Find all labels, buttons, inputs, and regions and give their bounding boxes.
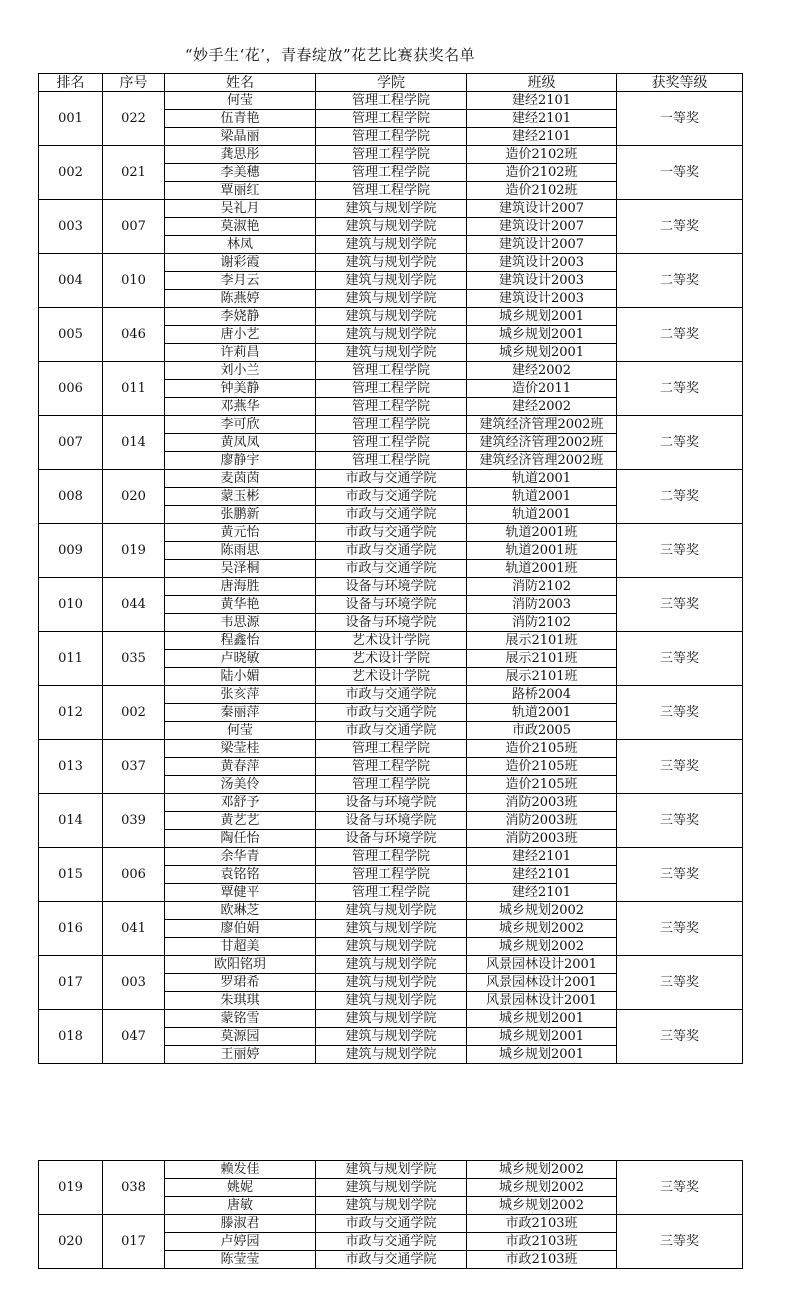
seq-cell: 035 — [103, 632, 165, 686]
college-cell: 艺术设计学院 — [316, 668, 467, 686]
award-cell: 三等奖 — [617, 1215, 743, 1269]
name-cell: 陈燕婷 — [165, 290, 316, 308]
rank-cell: 009 — [39, 524, 103, 578]
rank-cell: 020 — [39, 1215, 103, 1269]
college-cell: 建筑与规划学院 — [316, 308, 467, 326]
college-cell: 市政与交通学院 — [316, 1233, 467, 1251]
college-cell: 设备与环境学院 — [316, 596, 467, 614]
college-cell: 艺术设计学院 — [316, 632, 467, 650]
college-cell: 市政与交通学院 — [316, 686, 467, 704]
college-cell: 管理工程学院 — [316, 362, 467, 380]
name-cell: 黄元怡 — [165, 524, 316, 542]
college-cell: 市政与交通学院 — [316, 524, 467, 542]
award-cell: 二等奖 — [617, 200, 743, 254]
name-cell: 梁莹桂 — [165, 740, 316, 758]
class-cell: 展示2101班 — [467, 668, 617, 686]
name-cell: 黄华艳 — [165, 596, 316, 614]
award-table-body — [39, 92, 743, 1064]
name-cell: 滕淑君 — [165, 1215, 316, 1233]
award-cell: 三等奖 — [617, 1161, 743, 1215]
rank-cell: 001 — [39, 92, 103, 146]
seq-cell: 002 — [103, 686, 165, 740]
college-cell: 设备与环境学院 — [316, 812, 467, 830]
college-cell: 管理工程学院 — [316, 776, 467, 794]
name-cell: 欧琳芝 — [165, 902, 316, 920]
rank-cell: 015 — [39, 848, 103, 902]
college-cell: 管理工程学院 — [316, 884, 467, 902]
table-row — [39, 416, 743, 434]
seq-cell: 037 — [103, 740, 165, 794]
name-cell: 蒙玉彬 — [165, 488, 316, 506]
class-cell: 轨道2001 — [467, 506, 617, 524]
table-row — [39, 308, 743, 326]
award-cell: 三等奖 — [617, 524, 743, 578]
class-cell: 建经2002 — [467, 398, 617, 416]
college-cell: 管理工程学院 — [316, 740, 467, 758]
page-title: “妙手生‘花’，青春绽放”花艺比赛获奖名单 — [184, 46, 476, 64]
college-cell: 管理工程学院 — [316, 164, 467, 182]
name-cell: 余华青 — [165, 848, 316, 866]
table-row — [39, 740, 743, 758]
table-row — [39, 92, 743, 110]
table-row — [39, 1161, 743, 1179]
seq-cell: 007 — [103, 200, 165, 254]
college-cell: 建筑与规划学院 — [316, 200, 467, 218]
table-row — [39, 362, 743, 380]
college-cell: 建筑与规划学院 — [316, 974, 467, 992]
college-cell: 建筑与规划学院 — [316, 1046, 467, 1064]
seq-cell: 003 — [103, 956, 165, 1010]
name-cell: 龚思彤 — [165, 146, 316, 164]
seq-cell: 021 — [103, 146, 165, 200]
college-cell: 市政与交通学院 — [316, 506, 467, 524]
college-cell: 建筑与规划学院 — [316, 956, 467, 974]
table-row — [39, 1215, 743, 1233]
award-cell: 二等奖 — [617, 254, 743, 308]
name-cell: 邓舒予 — [165, 794, 316, 812]
college-cell: 管理工程学院 — [316, 380, 467, 398]
header-award: 获奖等级 — [617, 74, 743, 92]
class-cell: 市政2005 — [467, 722, 617, 740]
class-cell: 建经2101 — [467, 110, 617, 128]
table-row — [39, 254, 743, 272]
name-cell: 黄凤凤 — [165, 434, 316, 452]
name-cell: 陈雨思 — [165, 542, 316, 560]
table-row — [39, 848, 743, 866]
rank-cell: 013 — [39, 740, 103, 794]
class-cell: 建筑设计2003 — [467, 254, 617, 272]
class-cell: 城乡规划2002 — [467, 1179, 617, 1197]
name-cell: 廖伯娟 — [165, 920, 316, 938]
award-cell: 三等奖 — [617, 1010, 743, 1064]
header-college: 学院 — [316, 74, 467, 92]
rank-cell: 017 — [39, 956, 103, 1010]
class-cell: 城乡规划2002 — [467, 938, 617, 956]
college-cell: 建筑与规划学院 — [316, 1161, 467, 1179]
name-cell: 张亥萍 — [165, 686, 316, 704]
name-cell: 钟美静 — [165, 380, 316, 398]
class-cell: 轨道2001 — [467, 470, 617, 488]
class-cell: 造价2105班 — [467, 758, 617, 776]
college-cell: 管理工程学院 — [316, 434, 467, 452]
college-cell: 艺术设计学院 — [316, 650, 467, 668]
college-cell: 管理工程学院 — [316, 848, 467, 866]
college-cell: 建筑与规划学院 — [316, 938, 467, 956]
college-cell: 市政与交通学院 — [316, 704, 467, 722]
college-cell: 市政与交通学院 — [316, 560, 467, 578]
table-row — [39, 632, 743, 650]
rank-cell: 008 — [39, 470, 103, 524]
name-cell: 李可欣 — [165, 416, 316, 434]
award-cell: 二等奖 — [617, 416, 743, 470]
college-cell: 建筑与规划学院 — [316, 1010, 467, 1028]
class-cell: 城乡规划2001 — [467, 326, 617, 344]
class-cell: 造价2102班 — [467, 164, 617, 182]
rank-cell: 016 — [39, 902, 103, 956]
class-cell: 建筑经济管理2002班 — [467, 434, 617, 452]
table-row — [39, 200, 743, 218]
name-cell: 罗珺希 — [165, 974, 316, 992]
award-table-continued-body — [39, 1161, 743, 1269]
college-cell: 管理工程学院 — [316, 92, 467, 110]
name-cell: 伍青艳 — [165, 110, 316, 128]
class-cell: 城乡规划2002 — [467, 920, 617, 938]
class-cell: 展示2101班 — [467, 632, 617, 650]
award-cell: 三等奖 — [617, 632, 743, 686]
class-cell: 建经2101 — [467, 848, 617, 866]
name-cell: 刘小兰 — [165, 362, 316, 380]
name-cell: 袁铭铭 — [165, 866, 316, 884]
name-cell: 姚妮 — [165, 1179, 316, 1197]
class-cell: 消防2003班 — [467, 830, 617, 848]
class-cell: 轨道2001班 — [467, 524, 617, 542]
name-cell: 甘超美 — [165, 938, 316, 956]
table-row — [39, 146, 743, 164]
name-cell: 秦丽萍 — [165, 704, 316, 722]
award-cell: 二等奖 — [617, 362, 743, 416]
college-cell: 管理工程学院 — [316, 866, 467, 884]
name-cell: 邓燕华 — [165, 398, 316, 416]
class-cell: 造价2102班 — [467, 182, 617, 200]
college-cell: 市政与交通学院 — [316, 1215, 467, 1233]
class-cell: 城乡规划2001 — [467, 1028, 617, 1046]
name-cell: 朱琪琪 — [165, 992, 316, 1010]
class-cell: 消防2003班 — [467, 812, 617, 830]
seq-cell: 006 — [103, 848, 165, 902]
class-cell: 消防2003 — [467, 596, 617, 614]
class-cell: 建筑设计2007 — [467, 218, 617, 236]
name-cell: 陆小媚 — [165, 668, 316, 686]
name-cell: 林凤 — [165, 236, 316, 254]
class-cell: 轨道2001班 — [467, 542, 617, 560]
rank-cell: 018 — [39, 1010, 103, 1064]
college-cell: 设备与环境学院 — [316, 614, 467, 632]
rank-cell: 012 — [39, 686, 103, 740]
rank-cell: 005 — [39, 308, 103, 362]
name-cell: 廖静宇 — [165, 452, 316, 470]
class-cell: 展示2101班 — [467, 650, 617, 668]
college-cell: 建筑与规划学院 — [316, 1179, 467, 1197]
college-cell: 建筑与规划学院 — [316, 254, 467, 272]
college-cell: 管理工程学院 — [316, 758, 467, 776]
header-class: 班级 — [467, 74, 617, 92]
rank-cell: 007 — [39, 416, 103, 470]
header-name: 姓名 — [165, 74, 316, 92]
rank-cell: 019 — [39, 1161, 103, 1215]
college-cell: 建筑与规划学院 — [316, 344, 467, 362]
college-cell: 市政与交通学院 — [316, 470, 467, 488]
name-cell: 欧阳铭玥 — [165, 956, 316, 974]
name-cell: 黄艺艺 — [165, 812, 316, 830]
name-cell: 唐敏 — [165, 1197, 316, 1215]
college-cell: 设备与环境学院 — [316, 830, 467, 848]
name-cell: 覃健平 — [165, 884, 316, 902]
seq-cell: 020 — [103, 470, 165, 524]
class-cell: 城乡规划2002 — [467, 1161, 617, 1179]
class-cell: 建筑设计2003 — [467, 272, 617, 290]
class-cell: 建筑设计2007 — [467, 200, 617, 218]
name-cell: 张鹏新 — [165, 506, 316, 524]
name-cell: 覃丽红 — [165, 182, 316, 200]
college-cell: 管理工程学院 — [316, 416, 467, 434]
header-rank: 排名 — [39, 74, 103, 92]
award-cell: 三等奖 — [617, 578, 743, 632]
college-cell: 管理工程学院 — [316, 146, 467, 164]
table-row — [39, 578, 743, 596]
college-cell: 建筑与规划学院 — [316, 920, 467, 938]
class-cell: 建经2101 — [467, 128, 617, 146]
college-cell: 建筑与规划学院 — [316, 992, 467, 1010]
name-cell: 吴礼月 — [165, 200, 316, 218]
class-cell: 市政2103班 — [467, 1215, 617, 1233]
class-cell: 建经2101 — [467, 884, 617, 902]
name-cell: 何莹 — [165, 92, 316, 110]
seq-cell: 041 — [103, 902, 165, 956]
college-cell: 市政与交通学院 — [316, 542, 467, 560]
name-cell: 吴泽桐 — [165, 560, 316, 578]
class-cell: 建筑设计2003 — [467, 290, 617, 308]
name-cell: 许莉昌 — [165, 344, 316, 362]
class-cell: 轨道2001 — [467, 704, 617, 722]
seq-cell: 047 — [103, 1010, 165, 1064]
college-cell: 市政与交通学院 — [316, 722, 467, 740]
name-cell: 谢彩霞 — [165, 254, 316, 272]
table-row — [39, 470, 743, 488]
seq-cell: 038 — [103, 1161, 165, 1215]
class-cell: 消防2102 — [467, 614, 617, 632]
class-cell: 建筑经济管理2002班 — [467, 452, 617, 470]
header-seq: 序号 — [103, 74, 165, 92]
class-cell: 建经2101 — [467, 866, 617, 884]
college-cell: 管理工程学院 — [316, 110, 467, 128]
award-cell: 三等奖 — [617, 848, 743, 902]
award-cell: 三等奖 — [617, 686, 743, 740]
college-cell: 管理工程学院 — [316, 452, 467, 470]
rank-cell: 011 — [39, 632, 103, 686]
rank-cell: 014 — [39, 794, 103, 848]
name-cell: 唐海胜 — [165, 578, 316, 596]
college-cell: 设备与环境学院 — [316, 794, 467, 812]
seq-cell: 014 — [103, 416, 165, 470]
class-cell: 轨道2001 — [467, 488, 617, 506]
table-row — [39, 956, 743, 974]
rank-cell: 002 — [39, 146, 103, 200]
name-cell: 莫源园 — [165, 1028, 316, 1046]
seq-cell: 011 — [103, 362, 165, 416]
award-cell: 二等奖 — [617, 308, 743, 362]
class-cell: 城乡规划2001 — [467, 1010, 617, 1028]
college-cell: 建筑与规划学院 — [316, 326, 467, 344]
award-cell: 三等奖 — [617, 740, 743, 794]
table-header-row — [39, 74, 743, 92]
class-cell: 市政2103班 — [467, 1233, 617, 1251]
college-cell: 市政与交通学院 — [316, 1251, 467, 1269]
class-cell: 市政2103班 — [467, 1251, 617, 1269]
name-cell: 李娆静 — [165, 308, 316, 326]
name-cell: 赖发佳 — [165, 1161, 316, 1179]
table-row — [39, 1010, 743, 1028]
table-row — [39, 902, 743, 920]
seq-cell: 010 — [103, 254, 165, 308]
name-cell: 汤美伶 — [165, 776, 316, 794]
class-cell: 城乡规划2001 — [467, 1046, 617, 1064]
class-cell: 建筑设计2007 — [467, 236, 617, 254]
college-cell: 建筑与规划学院 — [316, 902, 467, 920]
rank-cell: 003 — [39, 200, 103, 254]
name-cell: 梁晶丽 — [165, 128, 316, 146]
college-cell: 建筑与规划学院 — [316, 218, 467, 236]
class-cell: 轨道2001班 — [467, 560, 617, 578]
name-cell: 李月云 — [165, 272, 316, 290]
name-cell: 程鑫怡 — [165, 632, 316, 650]
class-cell: 建经2002 — [467, 362, 617, 380]
name-cell: 唐小艺 — [165, 326, 316, 344]
name-cell: 陶任怡 — [165, 830, 316, 848]
college-cell: 管理工程学院 — [316, 398, 467, 416]
name-cell: 黄春萍 — [165, 758, 316, 776]
name-cell: 陈莹莹 — [165, 1251, 316, 1269]
rank-cell: 010 — [39, 578, 103, 632]
award-cell: 三等奖 — [617, 956, 743, 1010]
class-cell: 城乡规划2001 — [467, 344, 617, 362]
seq-cell: 019 — [103, 524, 165, 578]
class-cell: 消防2102 — [467, 578, 617, 596]
name-cell: 卢婷园 — [165, 1233, 316, 1251]
class-cell: 风景园林设计2001 — [467, 992, 617, 1010]
class-cell: 造价2102班 — [467, 146, 617, 164]
rank-cell: 006 — [39, 362, 103, 416]
class-cell: 建筑经济管理2002班 — [467, 416, 617, 434]
table-row — [39, 524, 743, 542]
award-cell: 二等奖 — [617, 470, 743, 524]
class-cell: 城乡规划2001 — [467, 308, 617, 326]
college-cell: 建筑与规划学院 — [316, 236, 467, 254]
name-cell: 卢晓敏 — [165, 650, 316, 668]
class-cell: 城乡规划2002 — [467, 902, 617, 920]
college-cell: 管理工程学院 — [316, 182, 467, 200]
name-cell: 韦思源 — [165, 614, 316, 632]
name-cell: 李美穗 — [165, 164, 316, 182]
class-cell: 风景园林设计2001 — [467, 956, 617, 974]
seq-cell: 039 — [103, 794, 165, 848]
table-row — [39, 686, 743, 704]
college-cell: 市政与交通学院 — [316, 488, 467, 506]
class-cell: 造价2105班 — [467, 740, 617, 758]
college-cell: 管理工程学院 — [316, 128, 467, 146]
college-cell: 建筑与规划学院 — [316, 290, 467, 308]
college-cell: 建筑与规划学院 — [316, 1197, 467, 1215]
award-cell: 三等奖 — [617, 902, 743, 956]
rank-cell: 004 — [39, 254, 103, 308]
award-cell: 三等奖 — [617, 794, 743, 848]
class-cell: 消防2003班 — [467, 794, 617, 812]
name-cell: 蒙铭雪 — [165, 1010, 316, 1028]
name-cell: 王丽婷 — [165, 1046, 316, 1064]
class-cell: 路桥2004 — [467, 686, 617, 704]
award-table — [38, 73, 743, 1064]
class-cell: 造价2011 — [467, 380, 617, 398]
name-cell: 麦茵茵 — [165, 470, 316, 488]
name-cell: 莫淑艳 — [165, 218, 316, 236]
seq-cell: 022 — [103, 92, 165, 146]
award-cell: 一等奖 — [617, 92, 743, 146]
class-cell: 城乡规划2002 — [467, 1197, 617, 1215]
award-table-continued — [38, 1160, 743, 1269]
award-cell: 一等奖 — [617, 146, 743, 200]
seq-cell: 044 — [103, 578, 165, 632]
seq-cell: 017 — [103, 1215, 165, 1269]
class-cell: 造价2105班 — [467, 776, 617, 794]
name-cell: 何莹 — [165, 722, 316, 740]
table-row — [39, 794, 743, 812]
college-cell: 建筑与规划学院 — [316, 1028, 467, 1046]
seq-cell: 046 — [103, 308, 165, 362]
class-cell: 风景园林设计2001 — [467, 974, 617, 992]
college-cell: 设备与环境学院 — [316, 578, 467, 596]
class-cell: 建经2101 — [467, 92, 617, 110]
college-cell: 建筑与规划学院 — [316, 272, 467, 290]
